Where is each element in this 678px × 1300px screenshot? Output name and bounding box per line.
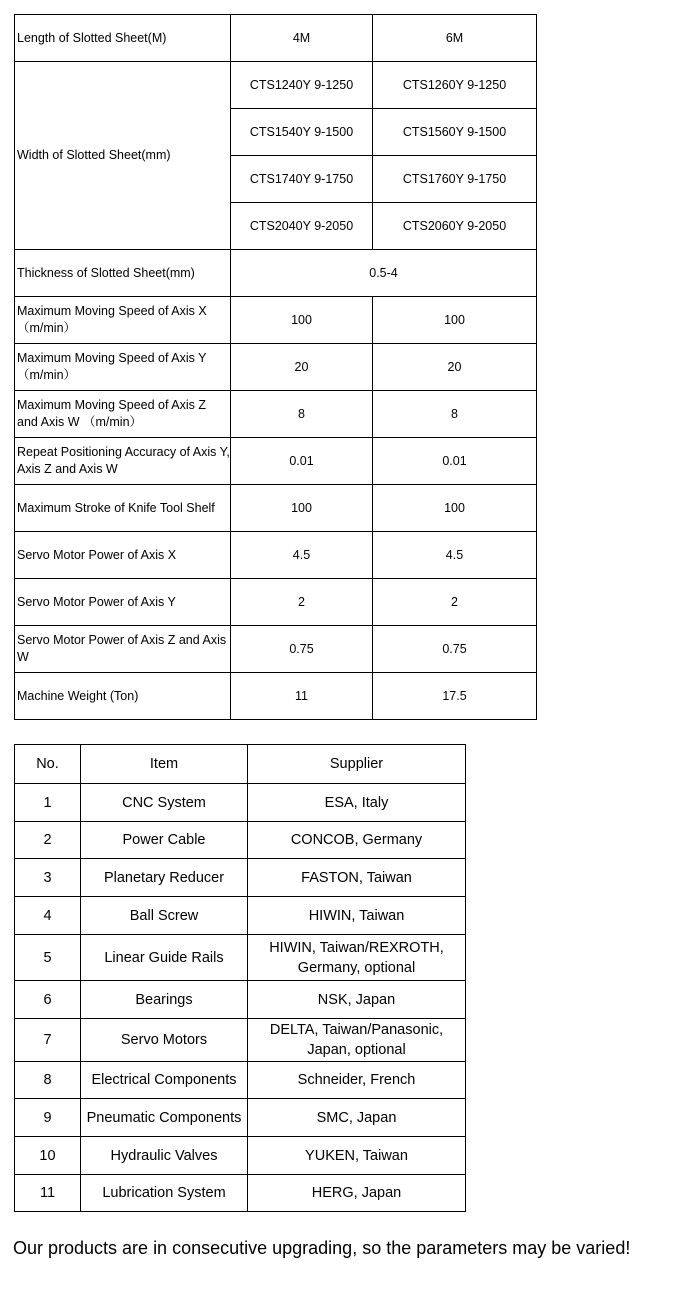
table-row [15,62,537,109]
spec-value: 0.01 [373,438,537,485]
row-item: Electrical Components [81,1062,248,1099]
spec-label: Maximum Moving Speed of Axis Z and Axis W （m/min） [15,391,231,438]
length-4m: 4M [231,15,373,62]
width-model: CTS2060Y 9-2050 [373,203,537,250]
table-row [15,438,537,485]
row-supplier: DELTA, Taiwan/Panasonic, Japan, optional [248,1019,466,1062]
table-row [15,579,537,626]
spec-value: 100 [373,297,537,344]
row-item: Planetary Reducer [81,859,248,897]
row-item: Lubrication System [81,1175,248,1212]
table-row [15,15,537,62]
row-supplier: HERG, Japan [248,1175,466,1212]
table-row [15,1137,466,1175]
width-model: CTS1240Y 9-1250 [231,62,373,109]
spec-label: Machine Weight (Ton) [15,673,231,720]
row-item: Bearings [81,981,248,1019]
table-row [15,626,537,673]
row-no: 1 [15,784,81,822]
row-item: Power Cable [81,822,248,859]
table-row [15,391,537,438]
row-supplier: Schneider, French [248,1062,466,1099]
row-supplier: SMC, Japan [248,1099,466,1137]
row-supplier: FASTON, Taiwan [248,859,466,897]
spec-label: Repeat Positioning Accuracy of Axis Y, Axis Z and Axis W [15,438,231,485]
row-item: Servo Motors [81,1019,248,1062]
table-row [15,485,537,532]
spec-value: 20 [373,344,537,391]
spec-label: Servo Motor Power of Axis X [15,532,231,579]
table-row [15,981,466,1019]
spec-label: Maximum Moving Speed of Axis X （m/min） [15,297,231,344]
table-row [15,822,466,859]
row-supplier: NSK, Japan [248,981,466,1019]
width-label: Width of Slotted Sheet(mm) [15,62,231,250]
spec-value: 100 [231,485,373,532]
row-no: 11 [15,1175,81,1212]
table-row [15,1175,466,1212]
spec-label: Servo Motor Power of Axis Y [15,579,231,626]
row-supplier: HIWIN, Taiwan/REXROTH, Germany, optional [248,935,466,981]
table-row [15,1099,466,1137]
row-no: 4 [15,897,81,935]
spec-value: 8 [231,391,373,438]
table-row [15,897,466,935]
row-no: 10 [15,1137,81,1175]
table-row [15,1062,466,1099]
spec-value: 0.75 [373,626,537,673]
row-no: 3 [15,859,81,897]
table-row [15,297,537,344]
length-label: Length of Slotted Sheet(M) [15,15,231,62]
spec-label: Maximum Moving Speed of Axis Y （m/min） [15,344,231,391]
suppliers-table [14,744,466,1212]
row-item: Pneumatic Components [81,1099,248,1137]
spec-label: Servo Motor Power of Axis Z and Axis W [15,626,231,673]
row-no: 2 [15,822,81,859]
spec-value: 4.5 [373,532,537,579]
width-model: CTS1740Y 9-1750 [231,156,373,203]
row-no: 5 [15,935,81,981]
row-supplier: HIWIN, Taiwan [248,897,466,935]
table-row [15,935,466,981]
header-supplier: Supplier [248,745,466,784]
table-row [15,1019,466,1062]
width-model: CTS1540Y 9-1500 [231,109,373,156]
row-item: Ball Screw [81,897,248,935]
spec-value: 20 [231,344,373,391]
width-model: CTS1560Y 9-1500 [373,109,537,156]
row-no: 7 [15,1019,81,1062]
width-model: CTS1760Y 9-1750 [373,156,537,203]
width-model: CTS2040Y 9-2050 [231,203,373,250]
row-no: 8 [15,1062,81,1099]
table-row [15,859,466,897]
row-item: CNC System [81,784,248,822]
row-supplier: CONCOB, Germany [248,822,466,859]
header-no: No. [15,745,81,784]
specs-table [14,14,537,720]
spec-value: 2 [231,579,373,626]
spec-value: 4.5 [231,532,373,579]
row-supplier: YUKEN, Taiwan [248,1137,466,1175]
table-row [15,673,537,720]
spec-label: Maximum Stroke of Knife Tool Shelf [15,485,231,532]
row-item: Linear Guide Rails [81,935,248,981]
thickness-value: 0.5-4 [231,250,537,297]
table-row [15,784,466,822]
thickness-label: Thickness of Slotted Sheet(mm) [15,250,231,297]
row-item: Hydraulic Valves [81,1137,248,1175]
row-supplier: ESA, Italy [248,784,466,822]
table-row [15,344,537,391]
spec-value: 100 [231,297,373,344]
width-model: CTS1260Y 9-1250 [373,62,537,109]
row-no: 9 [15,1099,81,1137]
spec-value: 11 [231,673,373,720]
disclaimer-text: Our products are in consecutive upgrading, so the parameters may be varied! [13,1238,631,1258]
header-item: Item [81,745,248,784]
spec-value: 100 [373,485,537,532]
table-row [15,250,537,297]
table-row [15,532,537,579]
spec-value: 0.01 [231,438,373,485]
spec-value: 2 [373,579,537,626]
row-no: 6 [15,981,81,1019]
table-header-row [15,745,466,784]
spec-value: 8 [373,391,537,438]
spec-value: 17.5 [373,673,537,720]
spec-value: 0.75 [231,626,373,673]
length-6m: 6M [373,15,537,62]
